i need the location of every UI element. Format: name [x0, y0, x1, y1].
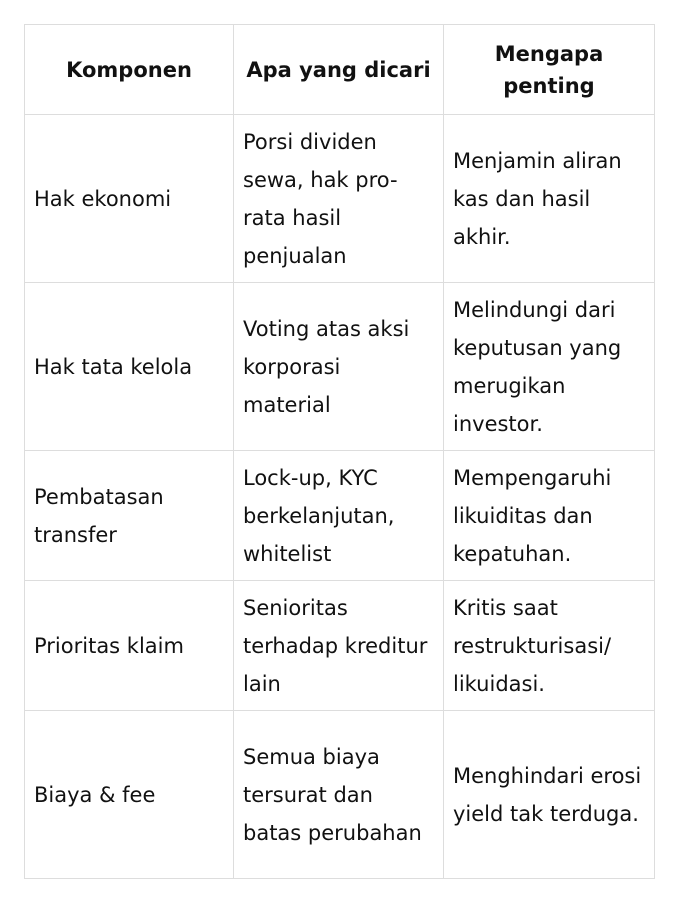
cell-mengapa-penting: Melindungi dari keputusan yang merugikan investor.: [444, 283, 655, 451]
cell-komponen: Pembatasan transfer: [25, 451, 234, 581]
cell-mengapa-penting: Mempengaruhi likuiditas dan kepatuhan.: [444, 451, 655, 581]
table-row: [25, 115, 655, 283]
header-row: [25, 25, 655, 115]
cell-mengapa-penting: Kritis saat restrukturisasi/ likuidasi.: [444, 581, 655, 711]
cell-apa-yang-dicari: Voting atas aksi korporasi material: [234, 283, 444, 451]
table-row: [25, 451, 655, 581]
header-apa-yang-dicari: Apa yang dicari: [234, 25, 444, 115]
cell-komponen: Hak tata kelola: [25, 283, 234, 451]
cell-komponen: Prioritas klaim: [25, 581, 234, 711]
table-row: [25, 581, 655, 711]
cell-apa-yang-dicari: Lock-up, KYC berkelanjutan, whitelist: [234, 451, 444, 581]
header-komponen: Komponen: [25, 25, 234, 115]
table-row: [25, 711, 655, 879]
component-table: [24, 24, 655, 879]
header-mengapa-penting: Mengapa penting: [444, 25, 655, 115]
cell-mengapa-penting: Menjamin aliran kas dan hasil akhir.: [444, 115, 655, 283]
table-container: [24, 24, 655, 879]
cell-komponen: Biaya & fee: [25, 711, 234, 879]
cell-apa-yang-dicari: Senioritas terhadap kreditur lain: [234, 581, 444, 711]
cell-apa-yang-dicari: Porsi dividen sewa, hak pro-rata hasil penjualan: [234, 115, 444, 283]
table-row: [25, 283, 655, 451]
cell-apa-yang-dicari: Semua biaya tersurat dan batas perubahan: [234, 711, 444, 879]
cell-mengapa-penting: Menghindari erosi yield tak terduga.: [444, 711, 655, 879]
cell-komponen: Hak ekonomi: [25, 115, 234, 283]
